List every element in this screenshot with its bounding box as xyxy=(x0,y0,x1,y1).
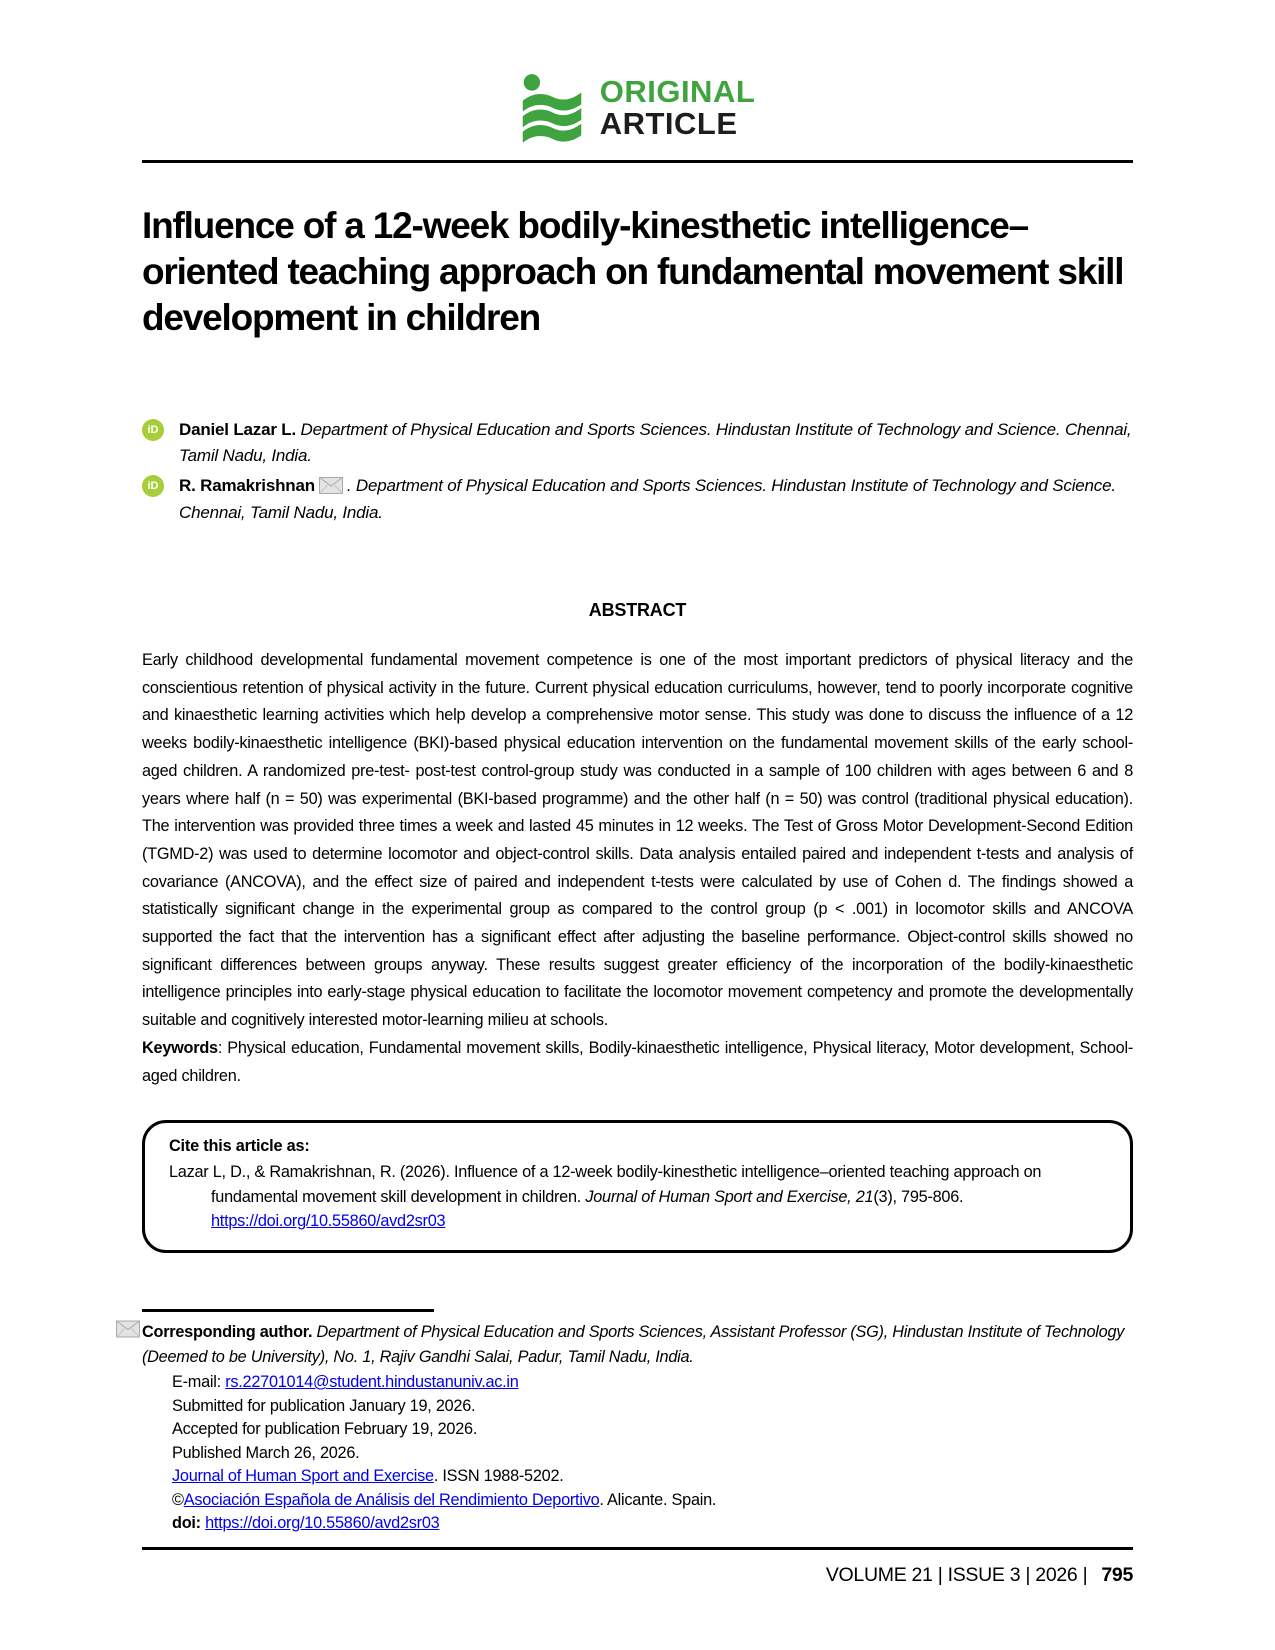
doi-link[interactable]: https://doi.org/10.55860/avd2sr03 xyxy=(205,1514,440,1533)
citation-text xyxy=(169,1160,1106,1233)
corresponding-label: Corresponding author. xyxy=(142,1322,313,1341)
author-entry xyxy=(179,417,1133,470)
citation-heading: Cite this article as: xyxy=(169,1137,310,1156)
article-title: Influence of a 12-week bodily-kinesthetic intelligence–oriented teaching approach on fundamental movement skill development in children xyxy=(142,205,1124,338)
journal-logo-icon xyxy=(520,72,584,144)
copyright-line xyxy=(172,1490,1133,1512)
page-number: 795 xyxy=(1101,1563,1133,1586)
doi-line xyxy=(172,1513,1133,1535)
journal-issn: . ISSN 1988-5202. xyxy=(433,1467,564,1486)
author-row xyxy=(142,417,1133,470)
header-divider xyxy=(142,160,1133,163)
doi-label: doi: xyxy=(172,1514,206,1533)
citation-part1: Lazar L, D., & Ramakrishnan, R. (2026). Influence of a 12-week bodily-kinesthetic intelligence–oriented teaching approach on fundamental movement skill development in children. xyxy=(169,1163,1042,1206)
footer-divider xyxy=(142,1547,1133,1550)
email-link[interactable]: rs.22701014@student.hindustanuniv.ac.in xyxy=(225,1373,519,1392)
envelope-icon[interactable] xyxy=(319,477,343,494)
keywords-line xyxy=(142,1035,1133,1090)
abstract-body: Early childhood developmental fundamental movement competence is one of the most important predictors of physical literacy and the conscientious retention of physical activity in the future. Current physical education curriculums, however, tend to poorly incorporate cognitive and kinaesthetic learning activities which help develop a comprehensive motor sense. This study was done to discuss the influence of a 12 weeks bodily-kinaesthetic intelligence (BKI)-based physical education intervention on the fundamental movement skills of the early school-aged children. A randomized pre-test- post-test control-group study was conducted in a sample of 100 children with ages between 6 and 8 years where half (n = 50) was experimental (BKI-based programme) and the other half (n = 50) was control (traditional physical education). The intervention was provided three times a week and lasted 45 minutes in 12 weeks. The Test of Gross Motor Development-Second Edition (TGMD-2) was used to determine locomotor and object-control skills. Data analysis entailed paired and independent t-tests and analysis of covariance (ANCOVA), and the effect size of paired and independent t-tests were calculated by use of Cohen d. The findings showed a statistically significant change in the experimental group as compared to the control group (p < .001) in locomotor skills and ANCOVA supported the fact that the intervention has a significant effect after adjusting the baseline performance. Object-control skills showed no significant differences between groups anyway. These results suggest greater efficiency of the incorporation of the bodily-kinaesthetic intelligence principles into early-stage physical education to facilitate the locomotor movement competency and promote the developmentally suitable and cognitively interested motor-learning milieu at schools. xyxy=(142,651,1133,1030)
volume-issue-line xyxy=(142,1564,1133,1587)
association-location: . Alicante. Spain. xyxy=(599,1490,717,1509)
citation-part2: (3), 795-806. xyxy=(873,1187,964,1206)
accepted-line: Accepted for publication February 19, 2026. xyxy=(172,1420,478,1439)
author-name: R. Ramakrishnan xyxy=(179,476,315,496)
keywords-text: : Physical education, Fundamental movement skills, Bodily-kinaesthetic intelligence, Physical literacy, Motor development, School-aged children. xyxy=(142,1038,1133,1085)
author-affiliation: Department of Physical Education and Sports Sciences. Hindustan Institute of Technology and Science. Chennai, Tamil Nadu, India. xyxy=(179,419,1132,465)
email-label: E-mail: xyxy=(172,1373,226,1392)
citation-doi-link[interactable]: https://doi.org/10.55860/avd2sr03 xyxy=(211,1212,446,1231)
abstract-heading: ABSTRACT xyxy=(588,600,687,620)
journal-badge xyxy=(142,0,1133,144)
author-affiliation: . Department of Physical Education and Sports Sciences. Hindustan Institute of Technology and Science. Chennai, Tamil Nadu, India. xyxy=(179,476,1116,522)
author-name: Daniel Lazar L. xyxy=(179,419,296,439)
association-link[interactable]: Asociación Española de Análisis del Rendimiento Deportivo xyxy=(183,1490,600,1509)
envelope-icon xyxy=(116,1320,140,1338)
copyright-symbol: © xyxy=(172,1490,184,1509)
author-row xyxy=(142,473,1133,526)
orcid-icon[interactable]: iD xyxy=(142,475,164,497)
journal-line xyxy=(172,1466,1133,1488)
published-line: Published March 26, 2026. xyxy=(172,1443,360,1462)
email-line xyxy=(172,1372,1133,1394)
keywords-label: Keywords xyxy=(142,1038,218,1057)
badge-article: ARTICLE xyxy=(599,106,738,141)
citation-journal: Journal of Human Sport and Exercise, 21 xyxy=(585,1187,874,1206)
volume-text: VOLUME 21 | ISSUE 3 | 2026 | xyxy=(825,1563,1088,1586)
citation-box xyxy=(142,1120,1133,1252)
journal-link[interactable]: Journal of Human Sport and Exercise xyxy=(172,1467,434,1486)
corresponding-affiliation: Department of Physical Education and Sports Sciences, Assistant Professor (SG), Hindustan Institute of Technology (Deemed to be University), No. 1, Rajiv Gandhi Salai, Padur, Tamil Nadu, India. xyxy=(142,1322,1125,1366)
corresponding-author xyxy=(142,1320,1133,1371)
footnote-details xyxy=(172,1372,1133,1535)
author-entry xyxy=(179,473,1133,526)
badge-original: ORIGINAL xyxy=(599,74,756,110)
author-list xyxy=(142,417,1133,526)
badge-text xyxy=(600,76,756,139)
orcid-icon[interactable]: iD xyxy=(142,419,164,441)
footnote-divider xyxy=(142,1309,434,1312)
submitted-line: Submitted for publication January 19, 2026. xyxy=(172,1396,476,1415)
